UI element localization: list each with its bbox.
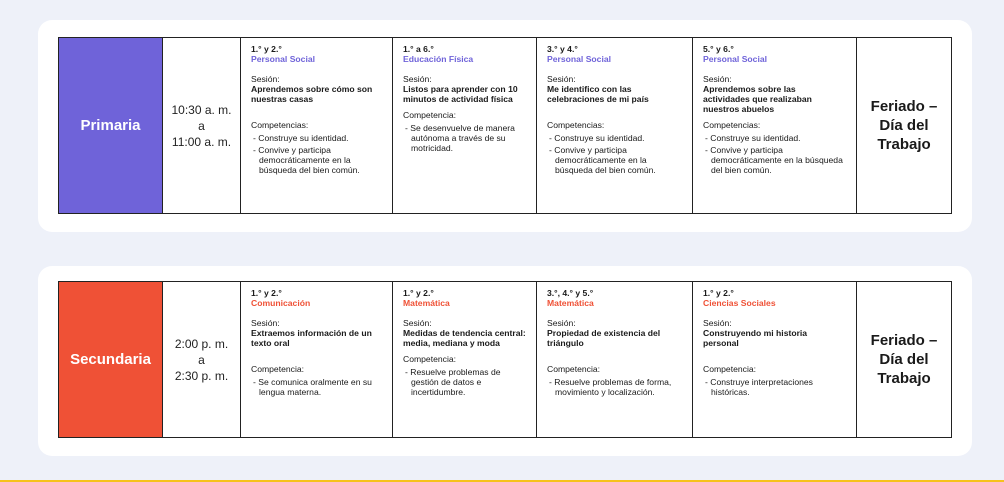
area: Comunicación — [251, 298, 311, 308]
competency-list — [251, 133, 386, 175]
grade: 3.°, 4.° y 5.° — [547, 288, 594, 298]
competency-list — [547, 133, 686, 175]
competency-item: - Convive y participa democráticamente en la búsqueda del bien común. — [547, 145, 686, 175]
course-cell — [537, 282, 693, 438]
time-end: 11:00 a. m. — [171, 134, 232, 149]
competency-list — [547, 377, 672, 397]
session-title: Propiedad de existencia del triángulo — [547, 328, 661, 348]
competency-label: Competencia: — [403, 354, 457, 364]
grade: 5.° y 6.° — [703, 44, 734, 54]
area: Personal Social — [703, 54, 768, 64]
competency-item: - Resuelve problemas de forma, movimiento y localización. — [547, 377, 672, 397]
holiday-line: Día del — [879, 351, 929, 368]
session-title: Medidas de tendencia central: media, mediana y moda — [403, 328, 526, 348]
competency-label: Competencia: — [703, 364, 757, 374]
grade: 1.° y 2.° — [251, 44, 282, 54]
grade: 3.° y 4.° — [547, 44, 578, 54]
time-start: 2:00 p. m. — [174, 336, 229, 351]
competency-list — [403, 367, 521, 397]
holiday-line: Día del — [879, 117, 929, 134]
primaria-schedule-panel — [38, 20, 972, 232]
holiday-cell — [857, 282, 952, 438]
holiday-line: Trabajo — [877, 136, 931, 153]
holiday-cell — [857, 38, 952, 214]
holiday-line: Feriado – — [870, 98, 938, 115]
competency-list — [403, 123, 523, 153]
time-range — [163, 38, 241, 214]
session-label: Sesión: — [703, 318, 732, 328]
area: Matemática — [547, 298, 594, 308]
competency-label: Competencias: — [251, 120, 309, 130]
competency-label: Competencias: — [703, 120, 761, 130]
area: Educación Física — [403, 54, 474, 64]
area: Matemática — [403, 298, 450, 308]
competency-item: - Construye su identidad. — [251, 133, 386, 143]
session-label: Sesión: — [703, 74, 732, 84]
competency-item: - Se desenvuelve de manera autónoma a través de su motricidad. — [403, 123, 523, 153]
grade: 1.° y 2.° — [703, 288, 734, 298]
time-start: 10:30 a. m. — [171, 102, 232, 117]
secundaria-schedule-panel — [38, 266, 972, 456]
competency-item: - Convive y participa democráticamente en la búsqueda del bien común. — [703, 145, 850, 175]
time-range — [163, 282, 241, 438]
holiday-line: Trabajo — [877, 370, 931, 387]
time-end: 2:30 p. m. — [174, 368, 229, 383]
session-title: Construyendo mi historia personal — [703, 328, 808, 348]
competency-label: Competencia: — [547, 364, 601, 374]
competency-label: Competencia: — [403, 110, 457, 120]
competency-list — [251, 377, 376, 397]
session-label: Sesión: — [403, 318, 432, 328]
session-title: Aprendemos sobre cómo son nuestras casas — [251, 84, 373, 104]
session-title: Aprendemos sobre las actividades que realizaban nuestros abuelos — [703, 84, 812, 114]
level-label: Secundaria — [59, 282, 163, 438]
competency-label: Competencias: — [547, 120, 605, 130]
session-label: Sesión: — [547, 74, 576, 84]
competency-item: - Resuelve problemas de gestión de datos e incertidumbre. — [403, 367, 521, 397]
session-title: Me identifico con las celebraciones de mi país — [547, 84, 649, 104]
time-separator: a — [198, 352, 205, 367]
session-label: Sesión: — [251, 318, 280, 328]
primaria-schedule-table — [58, 37, 952, 214]
course-cell — [537, 38, 693, 214]
area: Personal Social — [547, 54, 612, 64]
course-cell — [693, 282, 857, 438]
session-label: Sesión: — [403, 74, 432, 84]
holiday-line: Feriado – — [870, 332, 938, 349]
competency-list — [703, 133, 850, 175]
area: Personal Social — [251, 54, 316, 64]
competency-item: - Construye su identidad. — [703, 133, 850, 143]
area: Ciencias Sociales — [703, 298, 776, 308]
session-title: Listos para aprender con 10 minutos de actividad física — [403, 84, 518, 104]
session-label: Sesión: — [251, 74, 280, 84]
grade: 1.° a 6.° — [403, 44, 434, 54]
course-cell — [241, 282, 393, 438]
competency-item: - Construye su identidad. — [547, 133, 686, 143]
competency-item: - Construye interpretaciones históricas. — [703, 377, 848, 397]
competency-list — [703, 377, 848, 397]
course-cell — [393, 38, 537, 214]
course-cell — [393, 282, 537, 438]
session-label: Sesión: — [547, 318, 576, 328]
competency-item: - Se comunica oralmente en su lengua materna. — [251, 377, 376, 397]
course-cell — [693, 38, 857, 214]
level-label: Primaria — [59, 38, 163, 214]
competency-item: - Convive y participa democráticamente en la búsqueda del bien común. — [251, 145, 386, 175]
grade: 1.° y 2.° — [251, 288, 282, 298]
session-title: Extraemos información de un texto oral — [251, 328, 372, 348]
grade: 1.° y 2.° — [403, 288, 434, 298]
secundaria-schedule-table — [58, 281, 952, 438]
competency-label: Competencia: — [251, 364, 305, 374]
time-separator: a — [198, 118, 205, 133]
course-cell — [241, 38, 393, 214]
